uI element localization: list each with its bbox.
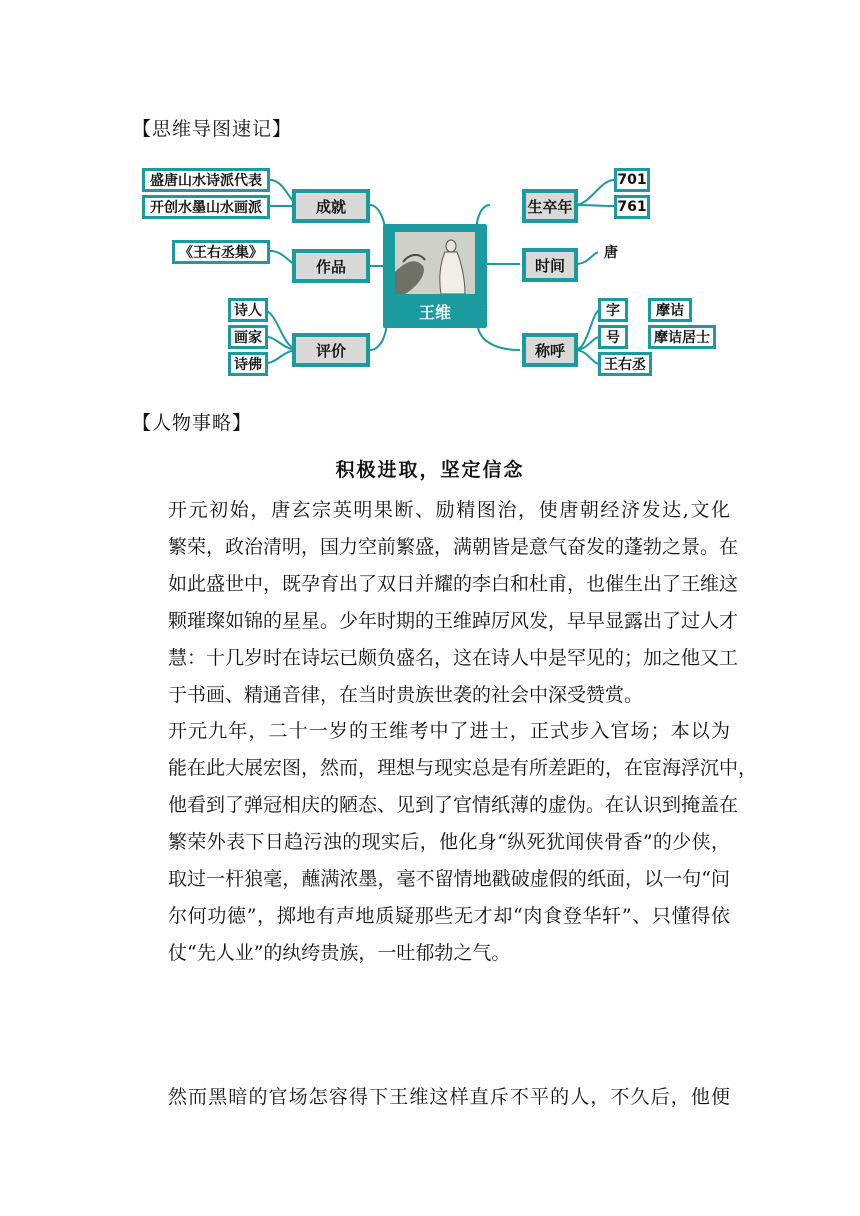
category-achievement: 成就: [292, 189, 370, 223]
article-subtitle: 积极进取，坚定信念: [335, 459, 525, 481]
leaf-achievement-2: 开创水墨山水画派: [142, 195, 270, 219]
leaf-achievement-1: 盛唐山水诗派代表: [142, 168, 270, 192]
leaf-evaluation-2: 画家: [228, 325, 268, 349]
leaf-courtesy-name: 摩诘: [648, 298, 692, 322]
paragraph-line: 取过一杆狼毫，蘸满浓墨，毫不留情地戳破虚假的纸面，以一句“问: [168, 868, 730, 890]
center-label: 王维: [418, 303, 451, 322]
leaf-works-1: 《王右丞集》: [172, 240, 270, 264]
portrait-illustration: [395, 232, 475, 294]
paragraph-3: [130, 1079, 730, 1116]
paragraph-line: 繁荣，政治清明，国力空前繁盛，满朝皆是意气奋发的蓬勃之景。在: [168, 536, 739, 558]
leaf-art-name: 摩诘居士: [648, 325, 716, 349]
portrait-image: [395, 232, 475, 294]
category-evaluation: 评价: [292, 333, 370, 367]
paragraph-line: 然而黑暗的官场怎容得下王维这样直斥不平的人，不久后，他便: [168, 1086, 730, 1108]
category-era: 时间: [522, 248, 578, 282]
paragraph-line: 尔何功德”，掷地有声地质疑那些无才却“肉食登华轩”、只懂得依: [168, 905, 730, 927]
paragraph-line: 开元九年，二十一岁的王维考中了进士，正式步入官场；本以为: [168, 720, 730, 742]
leaf-death-year: 761: [614, 195, 650, 219]
paragraph-line: 慧：十几岁时在诗坛已颇负盛名，这在诗人中是罕见的；加之他又工: [168, 647, 739, 669]
paragraph-line: 如此盛世中，既孕育出了双日并耀的李白和杜甫，也催生出了王维这: [168, 573, 739, 595]
paragraph-line: 仗“先人业”的纨绔贵族，一吐郁勃之气。: [168, 942, 511, 964]
leaf-courtesy-label: 字: [598, 298, 628, 322]
category-lifespan: 生卒年: [522, 189, 578, 223]
category-works: 作品: [292, 249, 370, 283]
mindmap-heading: 【思维导图速记】: [132, 118, 293, 140]
paragraph-1: [130, 492, 739, 714]
leaf-evaluation-3: 诗佛: [228, 352, 268, 376]
paragraph-line: 他看到了弹冠相庆的陋态、见到了官情纸薄的虚伪。在认识到掩盖在: [168, 794, 739, 816]
paragraph-2: [130, 713, 758, 972]
paragraph-line: 颗璀璨如锦的星星。少年时期的王维踔厉风发，早早显露出了过人才: [168, 610, 739, 632]
paragraph-line: 开元初始，唐玄宗英明果断、励精图治，使唐朝经济发达,文化: [168, 499, 730, 521]
paragraph-line: 于书画、精通音律，在当时贵族世袭的社会中深受赞赏。: [168, 684, 644, 706]
paragraph-line: 能在此大展宏图，然而，理想与现实总是有所差距的，在宦海浮沉中，: [168, 757, 758, 779]
leaf-birth-year: 701: [614, 168, 650, 192]
events-heading: 【人物事略】: [132, 412, 253, 434]
leaf-evaluation-1: 诗人: [228, 298, 268, 322]
leaf-art-label: 号: [598, 325, 628, 349]
leaf-official-title: 王右丞: [598, 352, 652, 376]
leaf-era: 唐: [598, 240, 624, 264]
mind-map: [130, 160, 730, 390]
paragraph-line: 繁荣外表下日趋污浊的现实后，他化身“纵死犹闻侠骨香”的少侠，: [168, 831, 730, 853]
center-node: [383, 224, 487, 328]
category-names: 称呼: [522, 333, 578, 367]
